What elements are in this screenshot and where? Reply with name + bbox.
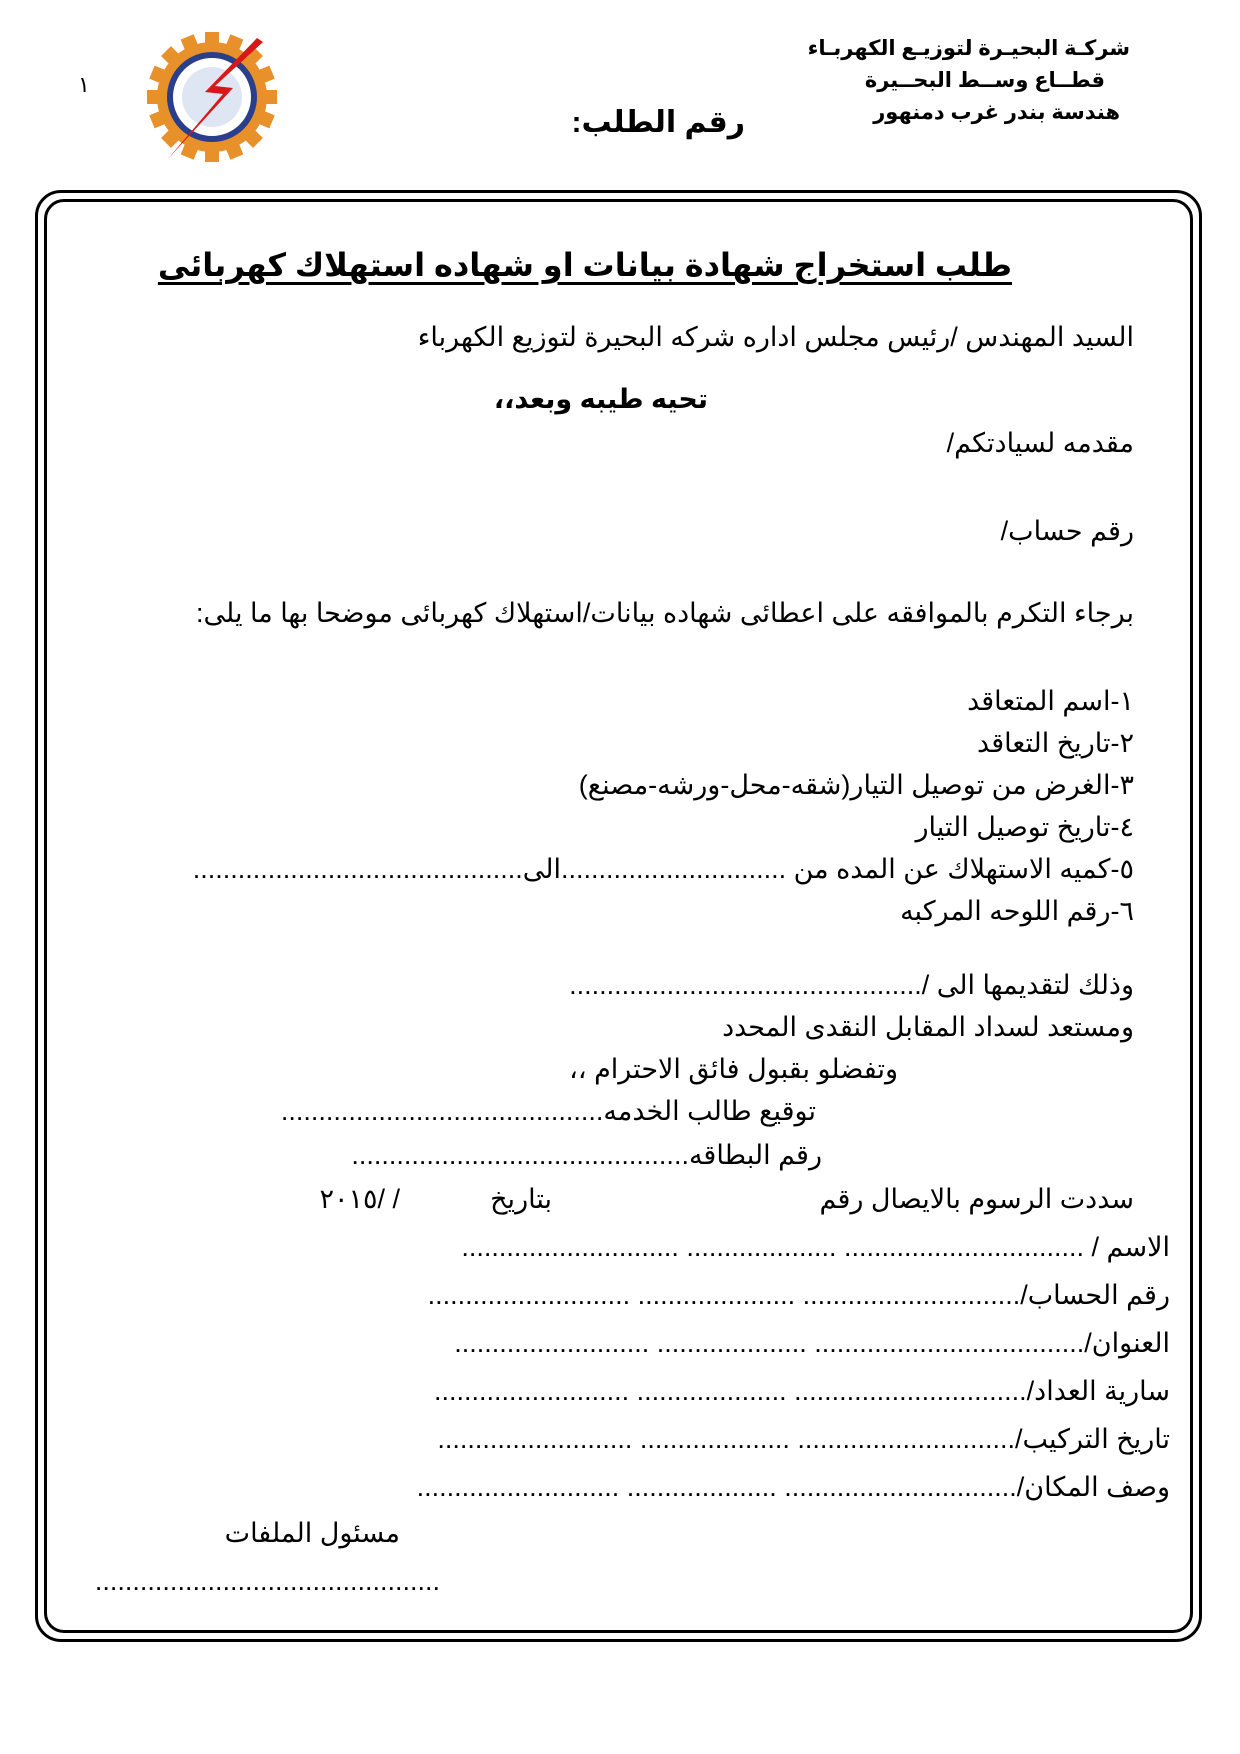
account-number-field: رقم حساب/ bbox=[1000, 516, 1134, 546]
date-label: بتاريخ bbox=[490, 1184, 552, 1214]
list-item: ٤-تاريخ توصيل التيار bbox=[915, 812, 1134, 842]
sector-name: قطــاع وســط البحــيرة bbox=[864, 69, 1105, 92]
office-field-account: رقم الحساب/............................. ..................... ........................... bbox=[427, 1280, 1170, 1310]
ready-to-pay-text: ومستعد لسداد المقابل النقدى المحدد bbox=[722, 1012, 1134, 1042]
office-field-install-date: تاريخ التركيب/............................. .................... .......................... bbox=[437, 1424, 1170, 1454]
greeting: تحيه طيبه وبعد،، bbox=[493, 384, 708, 414]
files-officer-signature: .............................................. bbox=[94, 1566, 440, 1596]
office-field-meter: سارية العداد/............................... .................... .......................... bbox=[434, 1376, 1170, 1406]
addressee: السيد المهندس /رئيس مجلس اداره شركه البحيرة لتوزيع الكهرباء bbox=[417, 322, 1134, 352]
submit-to-field: وذلك لتقديمها الى /............................................... bbox=[569, 970, 1134, 1000]
page-number: ١ bbox=[78, 72, 90, 97]
list-item: ١-اسم المتعاقد bbox=[967, 686, 1134, 716]
files-officer-label: مسئول الملفات bbox=[224, 1518, 400, 1548]
company-name: شركـة البحيـرة لتوزيـع الكهربـاء bbox=[807, 37, 1130, 60]
office-field-location: وصف المكان/............................... .................... ........................... bbox=[416, 1472, 1170, 1502]
department-name: هندسة بندر غرب دمنهور bbox=[873, 101, 1120, 124]
list-item: ٥-كميه الاستهلاك عن المده من ..............................الى............................................ bbox=[192, 854, 1134, 884]
closing-text: وتفضلو بقبول فائق الاحترام ،، bbox=[569, 1054, 898, 1084]
office-field-name: الاسم / ................................ .................... ............................. bbox=[461, 1232, 1170, 1262]
form-title: طلب استخراج شهادة بيانات او شهاده استهلاك كهربائى bbox=[157, 247, 1012, 283]
request-text: برجاء التكرم بالموافقه على اعطائى شهاده بيانات/استهلاك كهربائى موضحا بها ما يلى: bbox=[196, 598, 1134, 628]
id-card-field: رقم البطاقه............................................. bbox=[351, 1140, 822, 1170]
list-item: ٦-رقم اللوحه المركبه bbox=[900, 896, 1134, 926]
office-field-address: العنوان/.................................... .................... .......................... bbox=[454, 1328, 1170, 1358]
fees-paid-label: سددت الرسوم بالايصال رقم bbox=[819, 1184, 1134, 1214]
company-logo bbox=[145, 30, 280, 165]
signature-field: توقيع طالب الخدمه........................................... bbox=[280, 1096, 816, 1126]
submitted-by-field: مقدمه لسيادتكم/ bbox=[946, 428, 1134, 458]
request-number-label: رقم الطلب: bbox=[571, 106, 745, 139]
list-item: ٢-تاريخ التعاقد bbox=[977, 728, 1134, 758]
list-item: ٣-الغرض من توصيل التيار(شقه-محل-ورشه-مصنع) bbox=[578, 770, 1134, 800]
date-value: / /٢٠١٥ bbox=[319, 1184, 400, 1214]
